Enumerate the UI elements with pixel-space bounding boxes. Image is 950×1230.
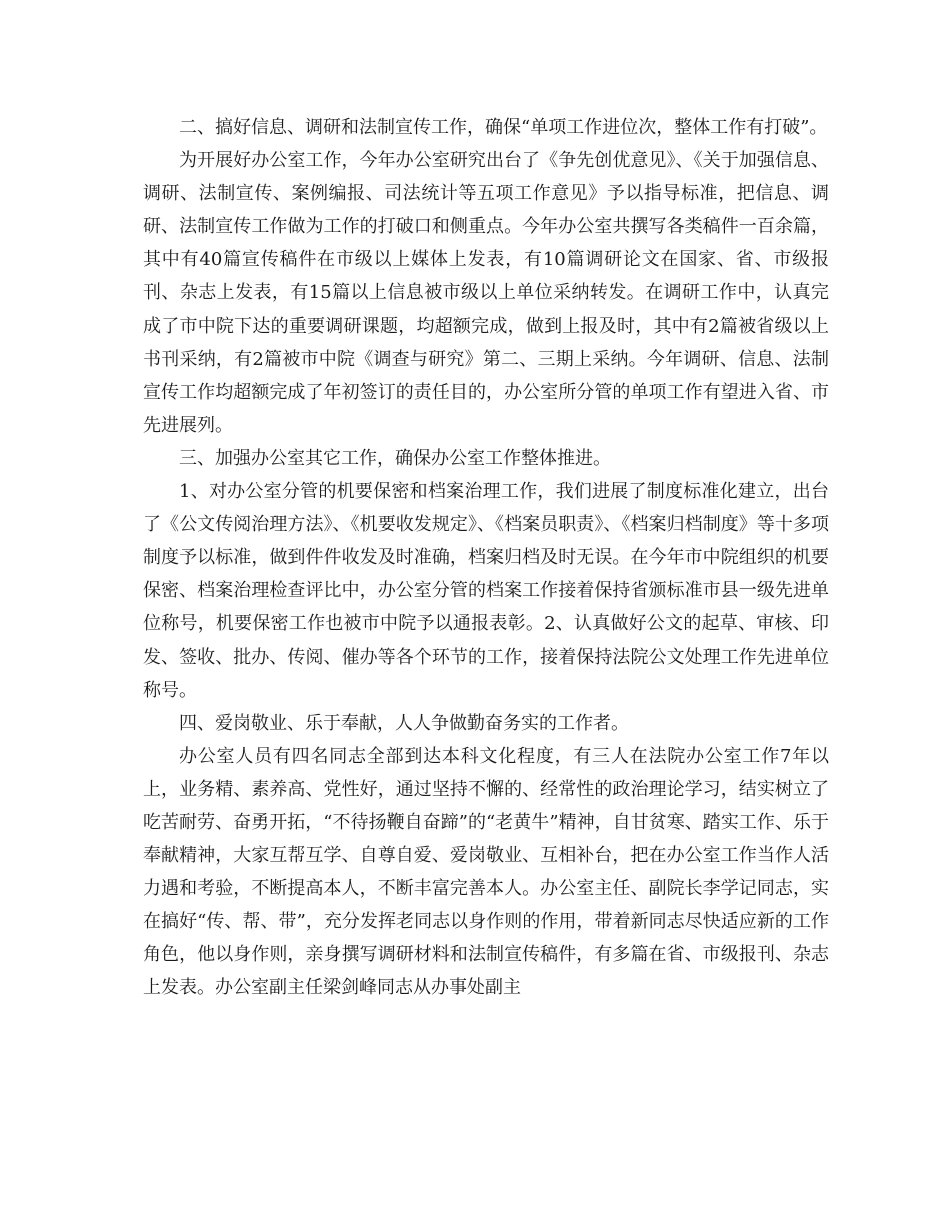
paragraph-section-4-body: 办公室人员有四名同志全部到达本科文化程度，有三人在法院办公室工作7年以上，业务精、素养高、党性好，通过坚持不懈的、经常性的政治理论学习，结实树立了吃苦耐劳、奋勇开拓，“不待扬鞭自奋蹄”的“老黄牛”精神，自甘贫寒、踏实工作、乐于奉献精神，大家互帮互学、自尊自爱、爱岗敬业、互相补台，把在办公室工作当作人活力遇和考验，不断提高本人，不断丰富完善本人。办公室主任、副院长李学记同志，实在搞好“传、帮、带”，充分发挥老同志以身作则的作用，带着新同志尽快适应新的工作角色，他以身作则，亲身撰写调研材料和法制宣传稿件，有多篇在省、市级报刊、杂志上发表。办公室副主任梁剑峰同志从办事处副主 [143,745,829,999]
paragraph-section-2-heading: 二、搞好信息、调研和法制宣传工作，确保“单项工作进位次，整体工作有打破”。 [179,117,828,138]
paragraph-section-3-body: 1、对办公室分管的机要保密和档案治理工作，我们进展了制度标准化建立，出台了《公文传阅治理方法》、《机要收发规定》、《档案员职责》、《档案归档制度》等十多项制度予以标准，做到件件收发及时准确，档案归档及时无误。在今年市中院组织的机要保密、档案治理检查评比中，办公室分管的档案工作接着保持省颁标准市县一级先进单位称号，机要保密工作也被市中院予以通报表彰。2、认真做好公文的起草、审核、印发、签收、批办、传阅、催办等各个环节的工作，接着保持法院公文处理工作先进单位称号。 [143,481,829,701]
paragraph-section-2-body: 为开展好办公室工作，今年办公室研究出台了《争先创优意见》、《关于加强信息、调研、法制宣传、案例编报、司法统计等五项工作意见》予以指导标准，把信息、调研、法制宣传工作做为工作的打破口和侧重点。今年办公室共撰写各类稿件一百余篇，其中有40篇宣传稿件在市级以上媒体上发表，有10篇调研论文在国家、省、市级报刊、杂志上发表，有15篇以上信息被市级以上单位采纳转发。在调研工作中，认真完成了市中院下达的重要调研课题，均超额完成，做到上报及时，其中有2篇被省级以上书刊采纳，有2篇被市中院《调查与研究》第二、三期上采纳。今年调研、信息、法制宣传工作均超额完成了年初签订的责任目的，办公室所分管的单项工作有望进入省、市先进展列。 [143,150,829,436]
paragraph-section-4-heading: 四、爱岗敬业、乐于奉献，人人争做勤奋务实的工作者。 [179,712,629,734]
paragraph-section-3-heading: 三、加强办公室其它工作，确保办公室工作整体推进。 [179,447,611,469]
document-body [143,111,829,1005]
